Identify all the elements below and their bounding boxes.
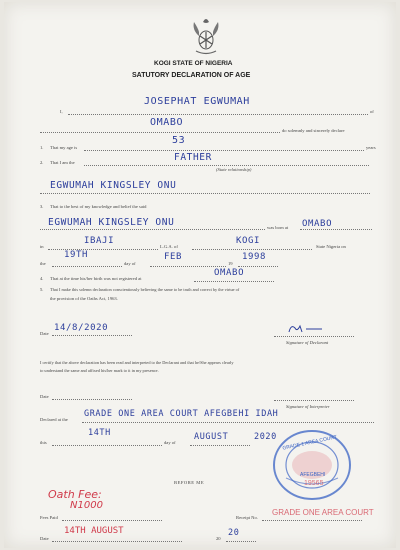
para4-text: That at the time his/her birth was not registered at bbox=[50, 276, 142, 281]
age-value: 53 bbox=[172, 135, 186, 146]
footer-year: 20 bbox=[228, 528, 240, 538]
declared-at-label: Declared at the bbox=[40, 417, 68, 422]
birth-year: 1998 bbox=[242, 252, 267, 262]
receipt-label: Receipt No. bbox=[236, 515, 258, 520]
lga-label: L.G.A. of bbox=[160, 244, 178, 249]
para3-text: That to the best of my knowledge and belief the said bbox=[50, 204, 147, 209]
birth-place: OMABO bbox=[302, 219, 333, 229]
receipt-stamp: GRADE ONE AREA COURT bbox=[272, 508, 374, 517]
year-prefix: 19 bbox=[228, 261, 233, 266]
state-label: State Nigeria on bbox=[316, 244, 346, 249]
declaration-page bbox=[4, 2, 396, 548]
footer-year-line bbox=[226, 541, 256, 542]
before-me-label: BEFORE ME bbox=[174, 480, 205, 485]
subject-name: EGWUMAH KINGSLEY ONU bbox=[48, 217, 175, 228]
i-label: I, bbox=[60, 109, 63, 114]
declared-day: 14TH bbox=[88, 428, 111, 438]
date-label: Date bbox=[40, 331, 49, 336]
birth-day: 19TH bbox=[64, 250, 89, 260]
day-of-label-2: day of bbox=[164, 440, 176, 445]
interpreter-sig-label: Signature of Interpreter bbox=[286, 404, 330, 409]
this-label: this bbox=[40, 440, 47, 445]
child-name: EGWUMAH KINGSLEY ONU bbox=[50, 180, 177, 191]
birth-place-line bbox=[300, 229, 372, 230]
birth-month: FEB bbox=[164, 252, 183, 262]
declaration-date: 14/8/2020 bbox=[54, 323, 109, 333]
declarant-signature-icon bbox=[286, 322, 326, 336]
oath-fee-stamp: Oath Fee: bbox=[48, 488, 102, 501]
years-label: years bbox=[366, 145, 376, 150]
seal-subtext: AFEGBEHI bbox=[300, 472, 326, 478]
interpreter-sig-line bbox=[274, 400, 354, 401]
solemn-text: do solemnly and sincerely declare bbox=[282, 128, 345, 133]
of-label: of bbox=[370, 109, 374, 114]
fees-paid-label: Fees Paid bbox=[40, 515, 58, 520]
receipt-line bbox=[262, 520, 362, 521]
declarant-name: JOSEPHAT EGWUMAH bbox=[144, 96, 250, 107]
date-line bbox=[52, 335, 132, 336]
footer-date-label: Date bbox=[40, 536, 49, 541]
declared-year: 2020 bbox=[254, 432, 277, 442]
para1-number: 1. bbox=[40, 145, 44, 150]
declared-month: AUGUST bbox=[194, 432, 229, 442]
interpreter-date-label: Date bbox=[40, 394, 49, 399]
registration-line bbox=[194, 281, 274, 282]
court-name: GRADE ONE AREA COURT AFEGBEHI IDAH bbox=[84, 409, 279, 419]
document-title: SATUTORY DECLARATION OF AGE bbox=[132, 72, 251, 79]
subject-line bbox=[40, 229, 265, 230]
declared-month-line bbox=[190, 445, 250, 446]
relationship-hint: (State relationship) bbox=[216, 167, 252, 172]
footer-date-line bbox=[52, 541, 182, 542]
para3-number: 3. bbox=[40, 204, 44, 209]
para4-number: 4. bbox=[40, 276, 44, 281]
oath-fee-amount: N1000 bbox=[70, 500, 103, 511]
state-line bbox=[192, 249, 312, 250]
in-label: in bbox=[40, 244, 44, 249]
para5-number: 5. bbox=[40, 287, 44, 292]
court-seal-icon bbox=[266, 420, 358, 510]
footer-year-prefix: 20 bbox=[216, 536, 221, 541]
signature-line bbox=[274, 336, 354, 337]
interpreter-text-2: to understand the same and affixed his/her mark to it in my presence. bbox=[40, 368, 159, 373]
declarant-town: OMABO bbox=[150, 117, 184, 128]
declarant-sig-label: Signature of Declarant bbox=[286, 340, 329, 345]
day-of-label: day of bbox=[124, 261, 136, 266]
para5-text: That I make this solemn declaration conscientiously believing the same to be truth and correct by the virtue of bbox=[50, 287, 240, 292]
seal-text: GRADE 1 AREA COURT bbox=[281, 434, 338, 452]
state-title: KOGI STATE OF NIGERIA bbox=[154, 60, 233, 67]
para2-text: That I am the bbox=[50, 160, 75, 165]
interpreter-text-1: I certify that the above declaration has been read and interpreted to the Declarant and that he/She appears clearly bbox=[40, 360, 234, 365]
child-name-line bbox=[40, 193, 370, 194]
para1-text: That my age is bbox=[50, 145, 78, 150]
interpreter-date-line bbox=[52, 399, 132, 400]
age-line bbox=[84, 150, 364, 151]
relationship-value: FATHER bbox=[174, 152, 212, 163]
para2-number: 2. bbox=[40, 160, 44, 165]
state-value: KOGI bbox=[236, 236, 261, 246]
declared-day-line bbox=[52, 445, 162, 446]
the-label: the bbox=[40, 261, 46, 266]
registration-place: OMABO bbox=[214, 268, 245, 278]
coat-of-arms-icon bbox=[186, 14, 226, 58]
name-line-1 bbox=[68, 114, 368, 115]
born-label: was born at bbox=[267, 225, 289, 230]
receipt-number: 19565 bbox=[304, 480, 324, 487]
birth-year-line bbox=[238, 266, 278, 267]
lga-value: IBAJI bbox=[84, 236, 115, 246]
para5-text-2: the provision of the Oaths Act, 1963. bbox=[50, 296, 118, 301]
name-line-2 bbox=[40, 132, 280, 133]
fees-line bbox=[62, 520, 162, 521]
footer-date-value: 14TH AUGUST bbox=[64, 526, 124, 536]
birth-month-line bbox=[150, 266, 226, 267]
relationship-line bbox=[84, 165, 369, 166]
birth-day-line bbox=[52, 266, 122, 267]
